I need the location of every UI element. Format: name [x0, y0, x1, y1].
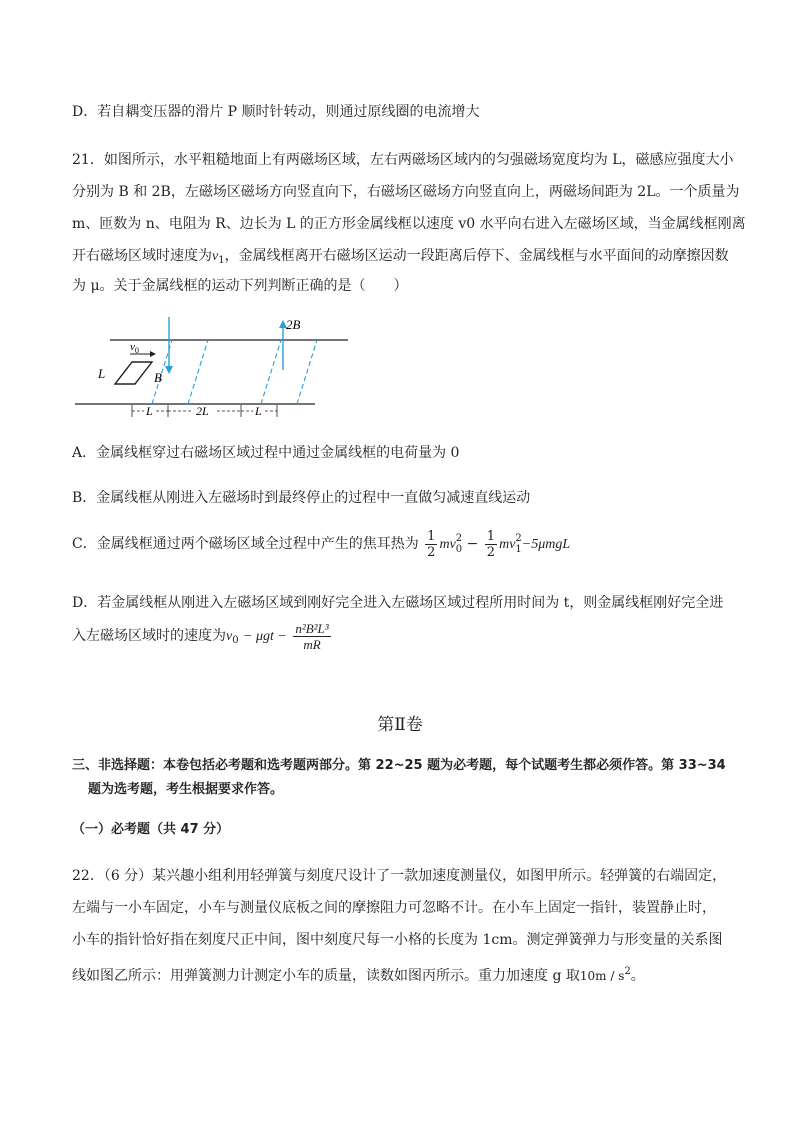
- q21-stem-line-1: 21．如图所示，水平粗糙地面上有两磁场区域，左右两磁场区域内的匀强磁场宽度均为 L，磁感应强度大小: [72, 152, 734, 168]
- q21-stem-line-2: 分别为 B 和 2B，左磁场区磁场方向竖直向下，右磁场区磁场方向竖直向上，两磁场间距为 2L。一个质量为: [72, 184, 740, 200]
- q22-line-1: 22．（6 分）某兴趣小组利用轻弹簧与刻度尺设计了一款加速度测量仪，如图甲所示。轻弹簧的右端固定，: [72, 868, 727, 884]
- label-v0: $v_0$: [130, 341, 139, 355]
- q22-line-2: 左端与一小车固定，小车与测量仪底板之间的摩擦阻力可忽略不计。在小车上固定一指针，装置静止时，: [72, 900, 716, 916]
- field-b-arrow: [165, 317, 173, 374]
- q21-option-b: B．金属线框从刚进入左磁场时到最终停止的过程中一直做匀减速直线运动: [72, 490, 531, 506]
- q21-figure: [70, 312, 360, 422]
- term-mv0: mv: [439, 537, 456, 552]
- part2-title: 第Ⅱ卷: [377, 715, 423, 735]
- field-boundaries: [152, 340, 317, 404]
- dim-middle-2l: 2L: [196, 404, 209, 418]
- q21-stem-line-4: [72, 246, 729, 271]
- formula-mid: − μgt −: [243, 629, 287, 644]
- formula-v: v: [226, 629, 233, 644]
- q21-line4-start: 开右磁场区域时速度为: [72, 248, 212, 264]
- q22-line4-end: 。: [630, 968, 645, 984]
- minus-sign: −: [466, 536, 479, 552]
- dim-left-l: L: [146, 404, 153, 418]
- required-heading: （一）必考题（共 47 分）: [72, 822, 230, 837]
- term-mv1: mv: [499, 537, 516, 552]
- q21-v1-var: v: [212, 249, 219, 264]
- label-l-square: L: [98, 366, 106, 381]
- term-friction: −5μmgL: [521, 537, 571, 552]
- label-b: B: [154, 370, 162, 385]
- formula-v-sub: 0: [232, 635, 239, 646]
- frac-one-half-b: $\frac{1}{2}$: [486, 528, 496, 560]
- formula-fraction: $\frac{\text{n²B²L³}}{mR}$: [295, 620, 329, 652]
- metal-frame: [115, 362, 152, 384]
- q21-v1-sub: 1: [218, 255, 225, 266]
- q21-stem-line-3: m、匝数为 n、电阻为 R、边长为 L 的正方形金属线框以速度 v0 水平向右进入左磁场区域，当金属线框刚离: [72, 216, 746, 232]
- label-2b: 2B: [286, 317, 301, 332]
- q21-option-a: A．金属线框穿过右磁场区域过程中通过金属线框的电荷量为 0: [72, 445, 460, 461]
- q21-option-d-line-2: [72, 618, 333, 659]
- q21-stem-line-5: 为 μ。关于金属线框的运动下列判断正确的是（ ）: [72, 278, 408, 294]
- q21-option-d-line-1: D．若金属线框从刚进入左磁场区域到刚好完全进入左磁场区域过程所用时间为 t，则金属线框刚好完全进: [72, 595, 724, 611]
- section3-line-1: 三、非选择题：本卷包括必考题和选考题两部分。第 22~25 题为必考题，每个试题考生都必须作答。第 33~34: [72, 758, 726, 773]
- q22-line4-text: 线如图乙所示：用弹簧测力计测定小车的质量，读数如图丙所示。重力加速度 g 取: [72, 968, 580, 984]
- q21-option-c: C．金属线框通过两个磁场区域全过程中产生的焦耳热为 $\frac{1}{2}$ mv 2 0 − $\frac{1}{2}$ mv 2 1 −5μmgL: [72, 528, 571, 560]
- q22-line-3: 小车的指针恰好指在刻度尺正中间，图中刻度尺每一小格的长度为 1cm。测定弹簧弹力与形变量的关系图: [72, 932, 723, 948]
- q22-unit-sup: 2: [624, 966, 631, 977]
- dim-right-l: L: [255, 404, 262, 418]
- q21-option-d-text: 入左磁场区域时的速度为: [72, 628, 226, 644]
- q22-line-4: [72, 962, 645, 986]
- q22-unit: 10m / s: [579, 969, 625, 983]
- q20-option-d: D．若自耦变压器的滑片 P 顺时针转动，则通过原线圈的电流增大: [72, 104, 480, 120]
- section3-line-2: 题为选考题，考生根据要求作答。: [88, 782, 284, 797]
- q21-line4-end: ，金属线框离开右磁场区运动一段距离后停下、金属线框与水平面间的动摩擦因数: [224, 248, 729, 264]
- frac-one-half-a: $\frac{1}{2}$: [427, 528, 436, 560]
- q21-option-c-text: C．金属线框通过两个磁场区域全过程中产生的焦耳热为: [72, 536, 419, 552]
